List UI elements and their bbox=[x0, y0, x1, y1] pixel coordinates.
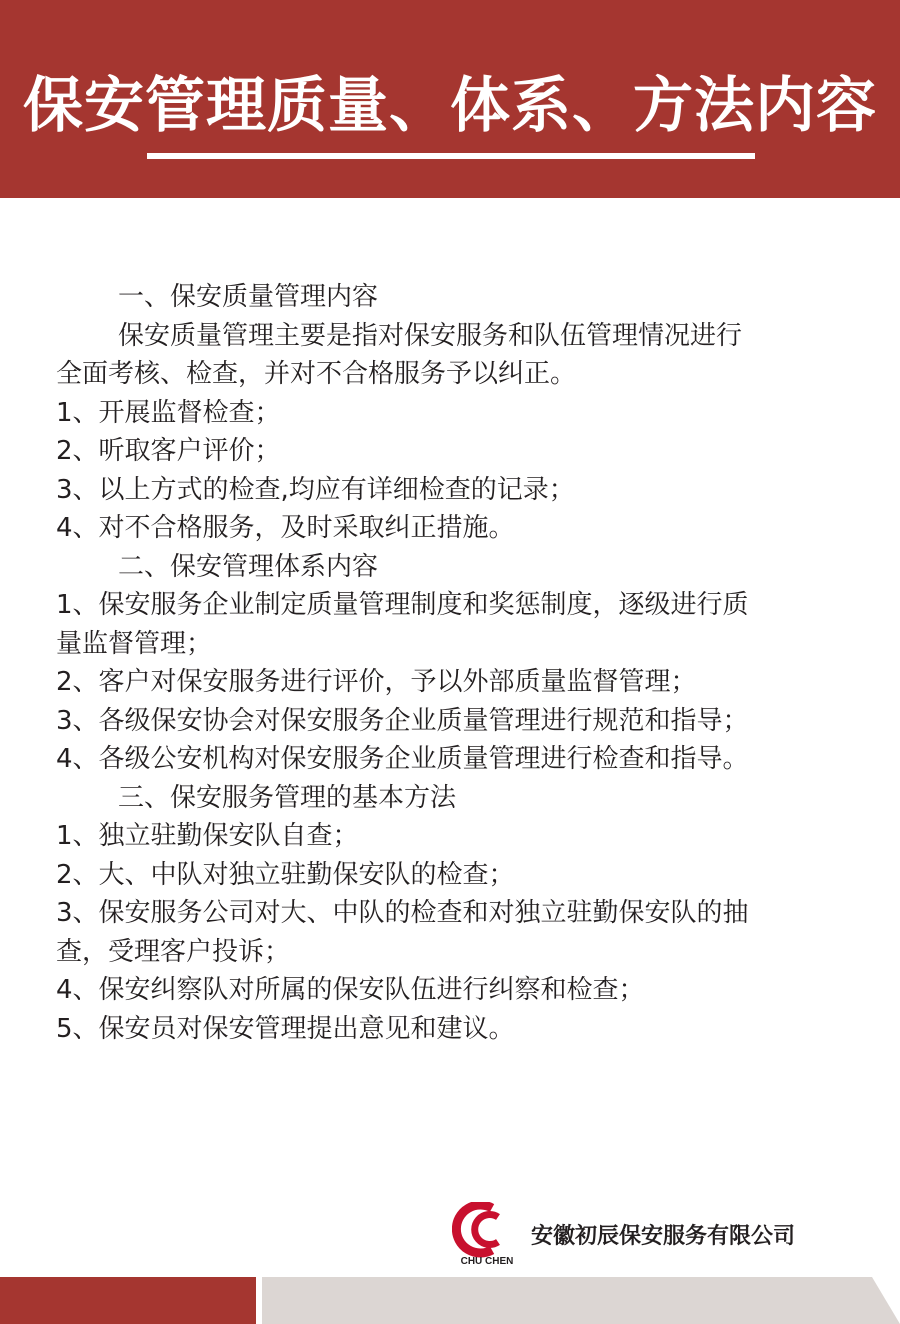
footer-red-bar bbox=[0, 1277, 256, 1324]
title-underline bbox=[147, 153, 755, 159]
list-item: 1、独立驻勤保安队自查； bbox=[56, 821, 359, 851]
list-item: 2、客户对保安服务进行评价，予以外部质量监督管理； bbox=[56, 667, 697, 697]
company-name: 安徽初辰保安服务有限公司 bbox=[531, 1224, 796, 1249]
company-logo bbox=[452, 1202, 522, 1266]
list-item: 4、各级公安机构对保安服务企业质量管理进行检查和指导。 bbox=[56, 744, 749, 774]
document-body bbox=[56, 278, 856, 1048]
section-heading-system: 二、保安管理体系内容 bbox=[118, 551, 379, 582]
list-item: 3、各级保安协会对保安服务企业质量管理进行规范和指导； bbox=[56, 705, 749, 736]
list-item-continuation: 查，受理客户投诉； bbox=[56, 936, 291, 967]
paragraph-line: 保安质量管理主要是指对保安服务和队伍管理情况进行 bbox=[118, 320, 743, 351]
list-item: 4、对不合格服务，及时采取纠正措施。 bbox=[56, 513, 515, 543]
chuchen-logo-icon bbox=[452, 1202, 522, 1266]
list-item: 1、保安服务企业制定质量管理制度和奖惩制度，逐级进行质 bbox=[56, 590, 749, 620]
list-item: 2、听取客户评价； bbox=[56, 436, 281, 466]
footer-grey-bar bbox=[262, 1277, 900, 1324]
list-item: 3、以上方式的检查,均应有详细检查的记录； bbox=[56, 474, 575, 505]
paragraph-line: 全面考核、检查，并对不合格服务予以纠正。 bbox=[56, 359, 577, 389]
page-title: 保安管理质量、体系、方法内容 bbox=[23, 71, 877, 141]
list-item: 2、大、中队对独立驻勤保安队的检查； bbox=[56, 859, 515, 890]
list-item: 4、保安纠察队对所属的保安队伍进行纠察和检查； bbox=[56, 975, 645, 1005]
section-heading-methods: 三、保安服务管理的基本方法 bbox=[118, 782, 457, 813]
logo-text: CHU CHEN bbox=[460, 1256, 514, 1266]
list-item: 1、开展监督检查； bbox=[56, 397, 281, 428]
list-item: 3、保安服务公司对大、中队的检查和对独立驻勤保安队的抽 bbox=[56, 898, 749, 928]
section-heading-quality: 一、保安质量管理内容 bbox=[118, 282, 379, 312]
header-banner bbox=[0, 0, 900, 198]
list-item-continuation: 量监督管理； bbox=[56, 628, 213, 659]
list-item: 5、保安员对保安管理提出意见和建议。 bbox=[56, 1013, 515, 1044]
